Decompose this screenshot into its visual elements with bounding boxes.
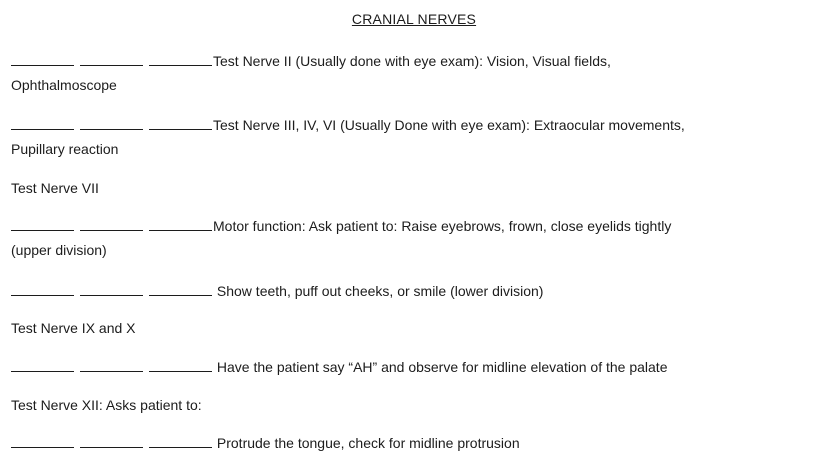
page-title: CRANIAL NERVES bbox=[351, 11, 477, 27]
item-text: Test Nerve II (Usually done with eye exam): Vision, Visual fields, bbox=[213, 53, 611, 69]
section-heading: Test Nerve XII: Asks patient to: bbox=[11, 397, 202, 413]
fill-in-blank[interactable] bbox=[149, 359, 212, 372]
fill-in-blank[interactable] bbox=[149, 117, 212, 130]
fill-in-blank[interactable] bbox=[80, 117, 143, 130]
fill-in-blank[interactable] bbox=[11, 53, 74, 66]
item-line bbox=[11, 117, 685, 133]
item-line bbox=[11, 53, 611, 69]
fill-in-blank[interactable] bbox=[80, 218, 143, 231]
item-text: Test Nerve III, IV, VI (Usually Done with eye exam): Extraocular movements, bbox=[213, 117, 685, 133]
fill-in-blank[interactable] bbox=[80, 53, 143, 66]
fill-in-blank[interactable] bbox=[11, 359, 74, 372]
fill-in-blank[interactable] bbox=[11, 435, 74, 448]
item-text: Show teeth, puff out cheeks, or smile (lower division) bbox=[213, 283, 544, 299]
item-line bbox=[11, 359, 667, 375]
fill-in-blank[interactable] bbox=[80, 359, 143, 372]
item-text: Protrude the tongue, check for midline protrusion bbox=[213, 435, 520, 451]
item-text: Motor function: Ask patient to: Raise eyebrows, frown, close eyelids tightly bbox=[213, 218, 672, 234]
item-line bbox=[11, 435, 520, 451]
item-line bbox=[11, 283, 543, 299]
item-continuation: Ophthalmoscope bbox=[11, 77, 117, 93]
fill-in-blank[interactable] bbox=[149, 435, 212, 448]
item-continuation: (upper division) bbox=[11, 242, 107, 258]
fill-in-blank[interactable] bbox=[80, 435, 143, 448]
fill-in-blank[interactable] bbox=[149, 283, 212, 296]
item-continuation: Pupillary reaction bbox=[11, 141, 119, 157]
fill-in-blank[interactable] bbox=[11, 283, 74, 296]
fill-in-blank[interactable] bbox=[11, 117, 74, 130]
fill-in-blank[interactable] bbox=[149, 218, 212, 231]
section-heading: Test Nerve IX and X bbox=[11, 320, 136, 336]
fill-in-blank[interactable] bbox=[80, 283, 143, 296]
item-line bbox=[11, 218, 671, 234]
fill-in-blank[interactable] bbox=[149, 53, 212, 66]
item-text: Have the patient say “AH” and observe for midline elevation of the palate bbox=[213, 359, 668, 375]
section-heading: Test Nerve VII bbox=[11, 180, 99, 196]
fill-in-blank[interactable] bbox=[11, 218, 74, 231]
